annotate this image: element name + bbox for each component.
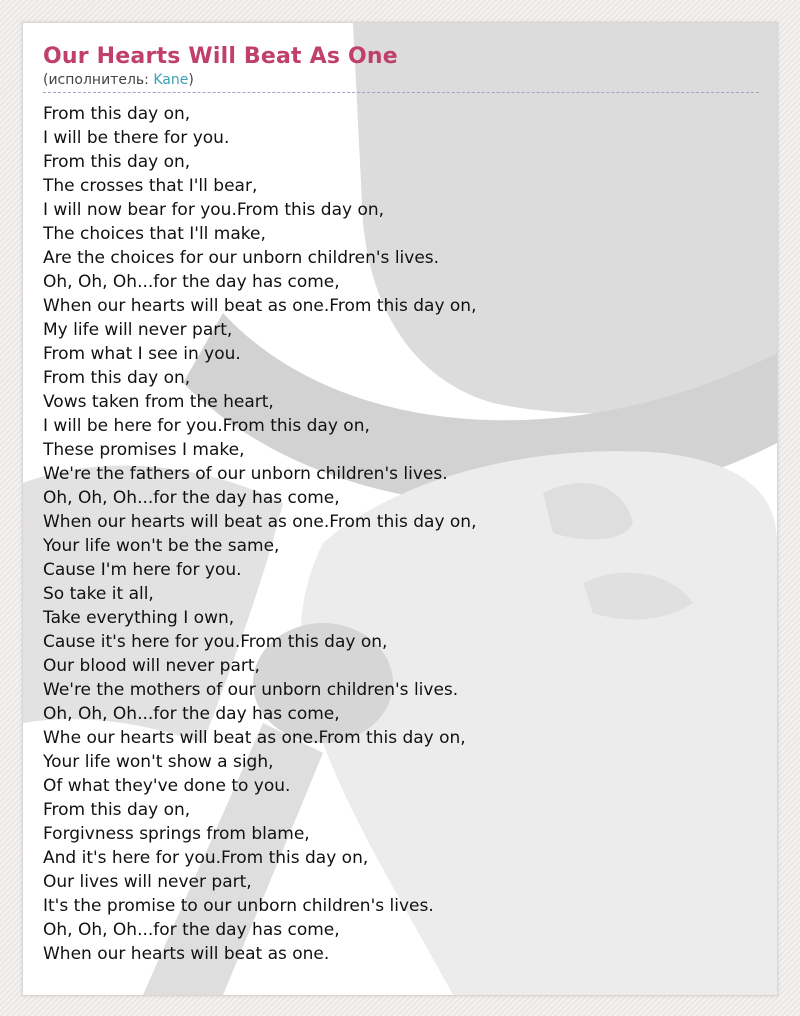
lyric-line: When our hearts will beat as one. xyxy=(43,944,330,964)
lyrics-card xyxy=(22,22,778,996)
lyric-line: From what I see in you. xyxy=(43,344,241,364)
lyric-line: Oh, Oh, Oh...for the day has come, xyxy=(43,920,340,940)
lyric-line: I will be here for you.From this day on, xyxy=(43,416,370,436)
lyric-line: When our hearts will beat as one.From this day on, xyxy=(43,296,477,316)
lyric-line: Forgivness springs from blame, xyxy=(43,824,310,844)
lyric-line: From this day on, xyxy=(43,800,191,820)
lyric-line: Your life won't show a sigh, xyxy=(43,752,274,772)
lyric-line: Cause it's here for you.From this day on, xyxy=(43,632,388,652)
lyric-line: Take everything I own, xyxy=(43,608,235,628)
lyrics-text xyxy=(43,102,759,966)
lyric-line: Are the choices for our unborn children's lives. xyxy=(43,248,440,268)
lyric-line: My life will never part, xyxy=(43,320,233,340)
artist-line xyxy=(43,71,759,93)
lyric-line: Our lives will never part, xyxy=(43,872,252,892)
lyric-line: So take it all, xyxy=(43,584,154,604)
lyric-line: We're the fathers of our unborn children's lives. xyxy=(43,464,448,484)
lyric-line: I will be there for you. xyxy=(43,128,230,148)
lyric-line: Oh, Oh, Oh...for the day has come, xyxy=(43,704,340,724)
lyric-line: From this day on, xyxy=(43,104,191,124)
lyric-line: These promises I make, xyxy=(43,440,245,460)
song-title: Our Hearts Will Beat As One xyxy=(43,44,398,69)
lyric-line: Vows taken from the heart, xyxy=(43,392,274,412)
lyric-line: From this day on, xyxy=(43,368,191,388)
lyric-line: And it's here for you.From this day on, xyxy=(43,848,369,868)
lyric-line: The choices that I'll make, xyxy=(43,224,266,244)
lyric-line: Oh, Oh, Oh...for the day has come, xyxy=(43,488,340,508)
artist-link[interactable]: Kane xyxy=(153,72,189,88)
lyric-line: I will now bear for you.From this day on, xyxy=(43,200,385,220)
lyric-line: Your life won't be the same, xyxy=(43,536,280,556)
lyric-line: Oh, Oh, Oh...for the day has come, xyxy=(43,272,340,292)
lyrics-content xyxy=(43,43,759,966)
lyric-line: From this day on, xyxy=(43,152,191,172)
lyric-line: Whe our hearts will beat as one.From this day on, xyxy=(43,728,466,748)
artist-prefix: (исполнитель: xyxy=(43,72,154,88)
lyric-line: Of what they've done to you. xyxy=(43,776,291,796)
lyric-line: It's the promise to our unborn children's lives. xyxy=(43,896,434,916)
lyric-line: The crosses that I'll bear, xyxy=(43,176,258,196)
lyric-line: We're the mothers of our unborn children's lives. xyxy=(43,680,459,700)
lyric-line: When our hearts will beat as one.From this day on, xyxy=(43,512,477,532)
artist-suffix: ) xyxy=(188,72,194,88)
lyric-line: Our blood will never part, xyxy=(43,656,260,676)
lyric-line: Cause I'm here for you. xyxy=(43,560,242,580)
